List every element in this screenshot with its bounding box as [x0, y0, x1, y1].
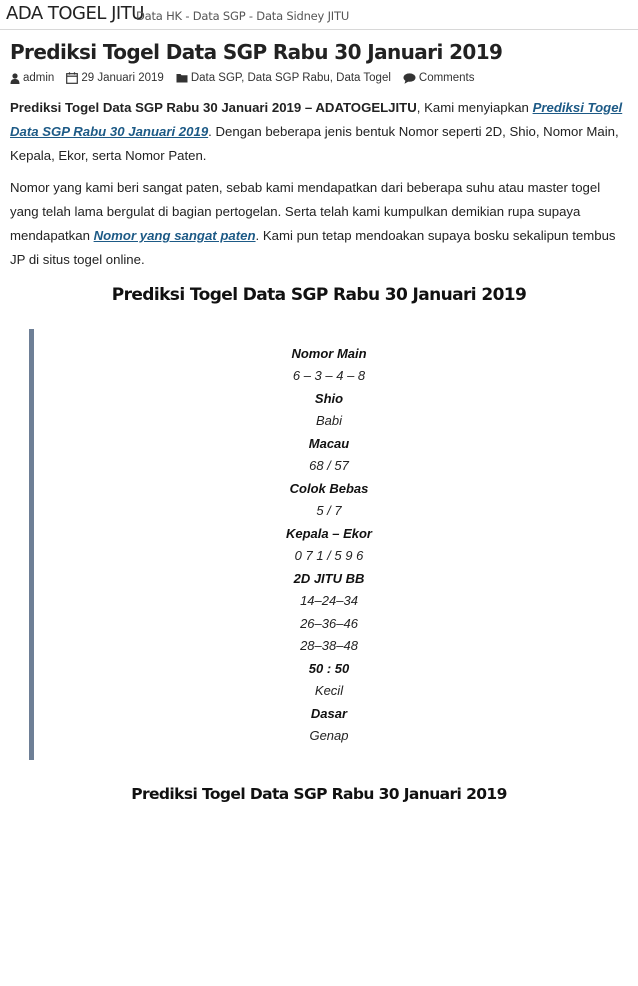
kepala-ekor-value: 0 7 1 / 5 9 6 [294, 548, 364, 563]
body-paragraph [10, 176, 628, 272]
dasar-value: Genap [309, 728, 349, 743]
author-link[interactable]: admin [23, 72, 55, 84]
colok-bebas-value: 5 / 7 [316, 503, 342, 518]
intro-text-1: , Kami menyiapkan [416, 100, 533, 115]
body-text-2: . Kami pun tetap mendoakan supaya bosku sekalipun tembus JP di situs togel online. [10, 228, 616, 267]
prediction-heading: Prediksi Togel Data SGP Rabu 30 Januari 2019 [111, 285, 527, 305]
prediction-blockquote [29, 329, 619, 760]
jitu-bb-value-2: 26–36–46 [300, 616, 358, 631]
kepala-ekor-label: Kepala – Ekor [286, 526, 372, 541]
jitu-bb-value-3: 28–38–48 [300, 638, 358, 653]
intro-paragraph [10, 96, 628, 168]
bottom-heading: Prediksi Togel Data SGP Rabu 30 Januari 2019 [131, 785, 507, 803]
calendar-icon [66, 72, 78, 84]
fifty-fifty-label: 50 : 50 [308, 661, 350, 676]
jitu-bb-label: 2D JITU BB [293, 571, 365, 586]
folder-icon [176, 73, 188, 83]
intro-text-2: . Dengan beberapa jenis bentuk Nomor seperti 2D, Shio, Nomor Main, Kepala, Ekor, serta Nomor Paten. [10, 124, 619, 163]
shio-value: Babi [315, 413, 343, 428]
meta-author [10, 72, 54, 84]
meta-date [66, 72, 163, 84]
prediksi-link[interactable]: Prediksi Togel Data SGP Rabu 30 Januari 2019 [10, 100, 623, 139]
shio-label: Shio [314, 391, 344, 406]
comment-icon [403, 73, 416, 84]
fifty-fifty-value: Kecil [314, 683, 344, 698]
post-meta [10, 70, 487, 86]
nomor-main-label: Nomor Main [291, 346, 367, 361]
macau-label: Macau [308, 436, 350, 451]
user-icon [10, 73, 20, 84]
meta-comments [403, 72, 475, 84]
site-tagline: Data HK - Data SGP - Data Sidney JITU [136, 9, 350, 23]
macau-value: 68 / 57 [309, 458, 349, 473]
jitu-bb-value-1: 14–24–34 [300, 593, 358, 608]
body-text-1: Nomor yang kami beri sangat paten, sebab kami mendapatkan dari beberapa suhu atau master togel yang telah lama bergulat di bagian pertogelan. Serta telah kami kumpulkan demikian rupa supaya mendapatkan [10, 180, 601, 243]
colok-bebas-label: Colok Bebas [289, 481, 369, 496]
nomor-main-value: 6 – 3 – 4 – 8 [292, 368, 366, 383]
site-header [0, 0, 638, 30]
comments-link[interactable]: Comments [418, 72, 475, 84]
post-date: 29 Januari 2019 [81, 72, 164, 84]
post-title: Prediksi Togel Data SGP Rabu 30 Januari 2019 [10, 40, 503, 64]
intro-bold: Prediksi Togel Data SGP Rabu 30 Januari 2019 – ADATOGELJITU [10, 100, 417, 115]
nomor-paten-link[interactable]: Nomor yang sangat paten [93, 228, 256, 243]
dasar-label: Dasar [310, 706, 348, 721]
site-title-link[interactable]: ADA TOGEL JITU [6, 3, 144, 24]
categories-link[interactable]: Data SGP, Data SGP Rabu, Data Togel [190, 72, 391, 84]
meta-categories [176, 72, 391, 84]
